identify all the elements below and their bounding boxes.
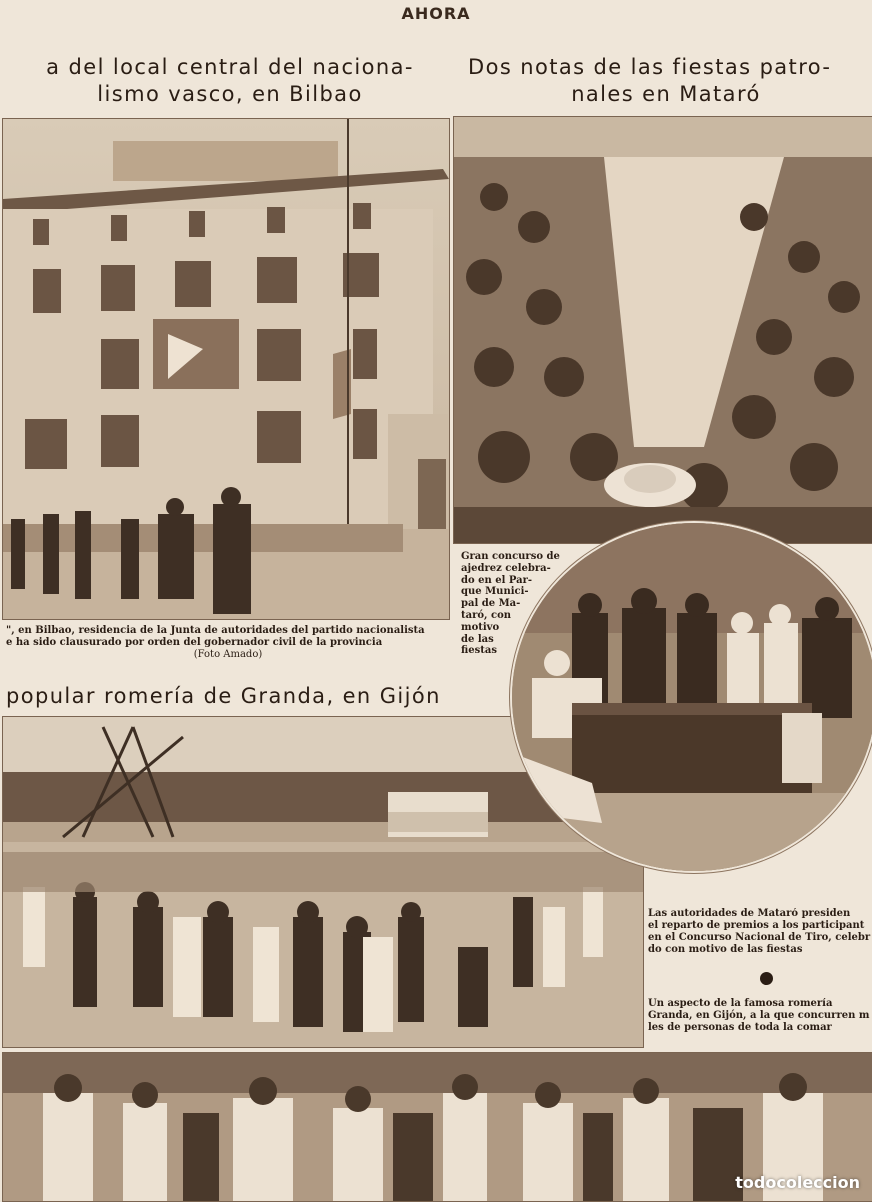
photo-bilbao-building <box>2 118 450 620</box>
caption-chess-line: fiestas <box>461 645 497 657</box>
caption-romeria <box>648 998 872 1034</box>
caption-bilbao-line2: e ha sido clausurado por orden del gobernador civil de la provincia <box>6 637 383 648</box>
masthead: AHORA <box>401 4 471 23</box>
caption-bilbao-credit: (Foto Amado) <box>193 649 263 660</box>
caption-chess-line: de las <box>461 633 494 645</box>
caption-bilbao-line1: ", en Bilbao, residencia de la Junta de autoridades del partido nacionalista <box>6 625 425 636</box>
caption-tiro-line: do con motivo de las fiestas <box>648 944 803 955</box>
bilbao-building-illustration <box>3 119 449 619</box>
tiro-authorities-illustration <box>512 523 872 871</box>
caption-romeria-line: Un aspecto de la famosa romería <box>648 998 833 1009</box>
caption-tiro-line: en el Concurso Nacional de Tiro, celebr <box>648 932 871 943</box>
photo-chess-tournament <box>453 116 872 544</box>
headline-mataro <box>460 54 872 108</box>
caption-chess-line: Gran concurso de <box>461 551 560 562</box>
watermark: todocoleccion <box>735 1173 860 1192</box>
caption-tiro-line: el reparto de premios a los participant <box>648 920 865 931</box>
headline-mataro-line1: Dos notas de las fiestas patro- <box>468 55 832 79</box>
caption-romeria-line: Granda, en Gijón, a la que concurren m <box>648 1010 870 1021</box>
caption-romeria-line: les de personas de toda la comar <box>648 1022 832 1033</box>
bullet-dot <box>760 972 773 985</box>
caption-tiro-line: Las autoridades de Mataró presiden <box>648 908 851 919</box>
caption-chess-line: ajedrez celebra- <box>461 562 551 574</box>
caption-chess-line: taró, con <box>461 609 512 621</box>
caption-chess-line: motivo <box>461 621 500 633</box>
photo-tiro-authorities <box>510 521 872 873</box>
caption-chess-line: que Munici- <box>461 586 529 598</box>
headline-granda: popular romería de Granda, en Gijón <box>6 684 441 708</box>
headline-bilbao <box>10 54 450 108</box>
caption-bilbao <box>6 625 450 661</box>
caption-chess-line: do en el Par- <box>461 574 533 586</box>
headline-mataro-line2: nales en Mataró <box>571 82 761 106</box>
headline-bilbao-line1: a del local central del naciona- <box>46 55 414 79</box>
headline-bilbao-line2: lismo vasco, en Bilbao <box>97 82 363 106</box>
caption-chess-line: pal de Ma- <box>461 598 521 610</box>
chess-crowd-illustration <box>454 117 872 543</box>
caption-tiro <box>648 908 872 956</box>
